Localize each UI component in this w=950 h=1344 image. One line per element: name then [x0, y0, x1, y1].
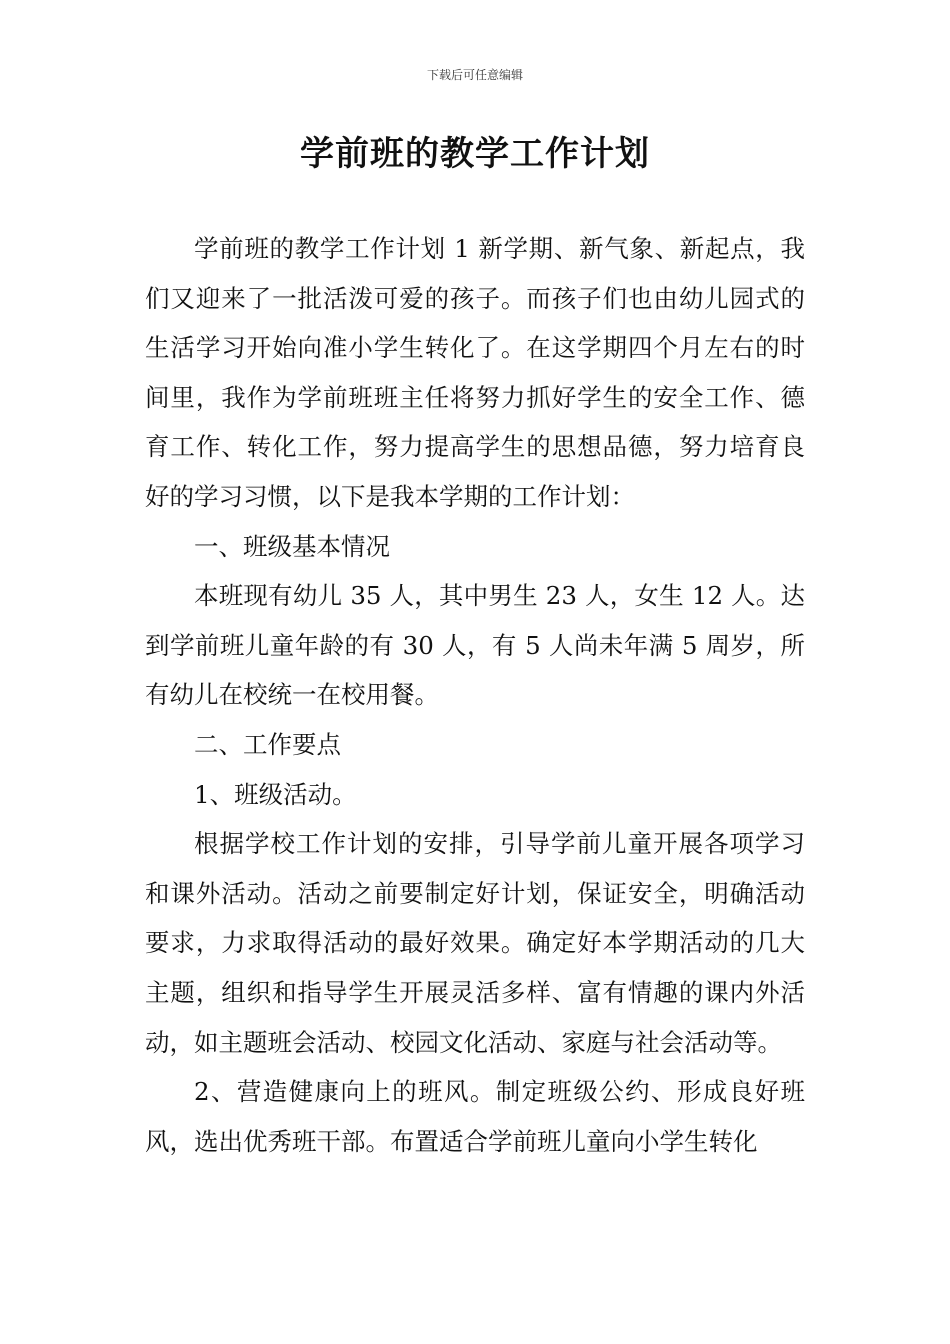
section-heading-work-points: 二、工作要点	[194, 729, 341, 759]
paragraph-class-activities: 根据学校工作计划的安排，引导学前儿童开展各项学习和课外活动。活动之前要制定好计划，保证安全，明确活动要求，力求取得活动的最好效果。确定好本学期活动的几大主题，组织和指导学生开展灵活多样、富有情趣的课内外活动，如主题班会活动、校园文化活动、家庭与社会活动等。	[145, 829, 805, 1057]
document-body	[145, 224, 805, 1166]
paragraph-intro: 学前班的教学工作计划 1 新学期、新气象、新起点，我们又迎来了一批活泼可爱的孩子。而孩子们也由幼儿园式的生活学习开始向准小学生转化了。在这学期四个月左右的时间里，我作为学前班班主任将努力抓好学生的安全工作、德育工作、转化工作，努力提高学生的思想品德，努力培育良好的学习习惯，以下是我本学期的工作计划：	[145, 234, 805, 511]
document-title: 学前班的教学工作计划	[300, 134, 650, 174]
header-note: 下载后可任意编辑	[426, 68, 523, 82]
paragraph-class-style: 2、营造健康向上的班风。制定班级公约、形成良好班风，选出优秀班干部。布置适合学前班儿童向小学生转化	[145, 1077, 805, 1156]
subheading-class-activities: 1、班级活动。	[194, 779, 357, 809]
section-heading-class-info: 一、班级基本情况	[194, 531, 390, 561]
paragraph-class-info: 本班现有幼儿 35 人，其中男生 23 人，女生 12 人。达到学前班儿童年龄的有 30 人，有 5 人尚未年满 5 周岁，所有幼儿在校统一在校用餐。	[145, 581, 805, 710]
